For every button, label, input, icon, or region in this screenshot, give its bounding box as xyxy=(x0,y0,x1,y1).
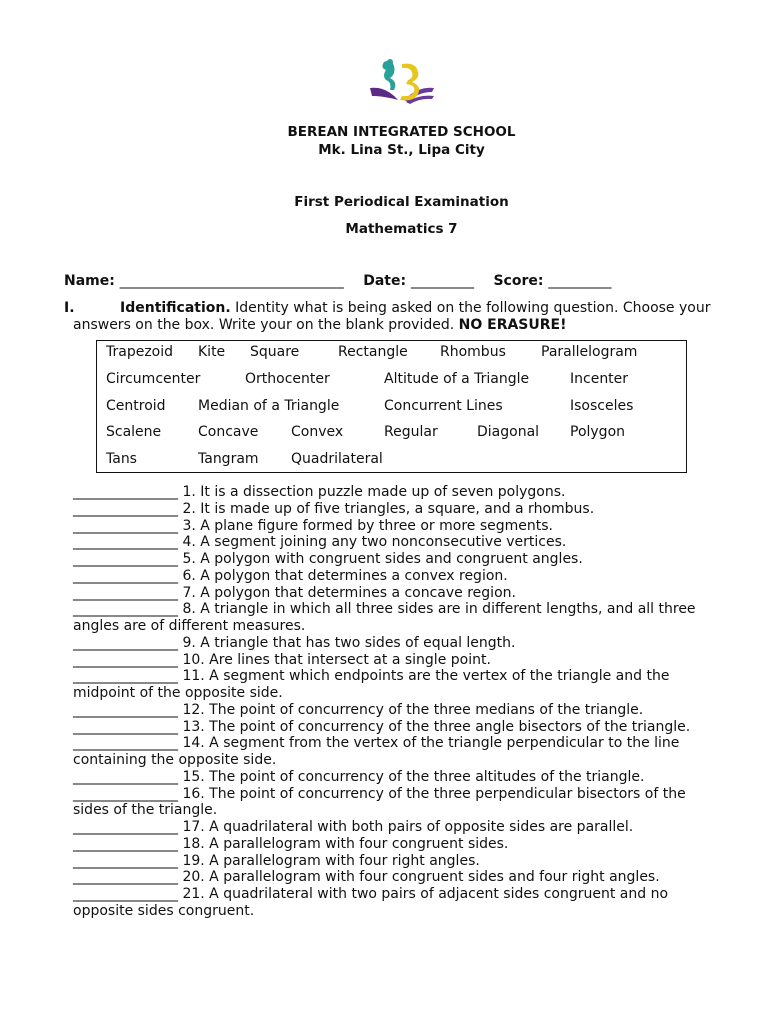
question-item: _______________ 10. Are lines that intersect at a single point. xyxy=(73,651,491,668)
question-item: _______________ 1. It is a dissection puzzle made up of seven polygons. xyxy=(73,484,566,500)
section-title: Identification. xyxy=(120,300,231,316)
choice: Concurrent Lines xyxy=(384,398,503,414)
choice: Rhombus xyxy=(440,344,506,360)
question-item: _______________ 17. A quadrilateral with both pairs of opposite sides are parallel. xyxy=(73,819,634,835)
choice: Polygon xyxy=(570,424,626,440)
choice: Circumcenter xyxy=(106,371,201,387)
question-item: _______________ 9. A triangle that has two sides of equal length. xyxy=(73,634,516,651)
choice: Regular xyxy=(384,424,438,440)
school-address: Mk. Lina St., Lipa City xyxy=(318,142,485,158)
date-blank: _________ xyxy=(410,273,474,289)
section-number: I. xyxy=(64,300,75,316)
no-erasure-note: NO ERASURE! xyxy=(458,316,567,333)
choice: Scalene xyxy=(106,424,162,440)
question-item: _______________ 18. A parallelogram with four congruent sides. xyxy=(73,835,509,852)
question-item: _______________ 6. A polygon that determines a convex region. xyxy=(73,567,508,584)
choice: Altitude of a Triangle xyxy=(384,371,530,387)
question-item: _______________ 15. The point of concurrency of the three altitudes of the triangle. xyxy=(73,768,645,785)
instruction-line-1: Identity what is being asked on the following question. Choose your xyxy=(230,300,711,316)
exam-title: First Periodical Examination xyxy=(294,194,509,210)
question-item: _______________ 14. A segment from the vertex of the triangle perpendicular to the line containing the opposite side. xyxy=(73,735,680,768)
choice: Centroid xyxy=(106,398,166,414)
name-label: Name: xyxy=(64,273,115,289)
score-label: Score: xyxy=(493,273,544,289)
question-item: _______________ 5. A polygon with congruent sides and congruent angles. xyxy=(73,551,583,567)
section-instructions xyxy=(64,300,734,333)
instruction-line-2: answers on the box. Write your on the blank provided. xyxy=(73,316,459,333)
question-item: _______________ 7. A polygon that determines a concave region. xyxy=(73,584,516,601)
question-item: _______________ 8. A triangle in which all three sides are in different lengths, and all three angles are of different measures. xyxy=(73,601,696,634)
choice: Tangram xyxy=(198,451,259,467)
question-item: _______________ 21. A quadrilateral with two pairs of adjacent sides congruent and no opposite sides congruent. xyxy=(73,886,669,919)
question-item: _______________ 4. A segment joining any two nonconsecutive vertices. xyxy=(73,534,567,551)
subject-title: Mathematics 7 xyxy=(345,221,458,237)
choice: Concave xyxy=(198,424,259,440)
choice: Kite xyxy=(198,344,226,360)
answer-choices-box xyxy=(96,340,687,473)
choice: Tans xyxy=(106,451,137,467)
choice: Trapezoid xyxy=(106,344,174,360)
student-info-line xyxy=(64,273,611,289)
choice: Square xyxy=(250,344,300,360)
choice: Median of a Triangle xyxy=(198,398,340,414)
choice: Convex xyxy=(291,424,344,440)
name-blank: ________________________________ xyxy=(119,273,344,289)
question-list xyxy=(73,484,723,920)
choice: Orthocenter xyxy=(245,371,330,387)
choice: Parallelogram xyxy=(541,344,638,360)
question-item: _______________ 20. A parallelogram with four congruent sides and four right angles. xyxy=(73,869,660,886)
question-item: _______________ 2. It is made up of five triangles, a square, and a rhombus. xyxy=(73,500,595,517)
choice: Isosceles xyxy=(570,398,634,414)
question-item: _______________ 19. A parallelogram with four right angles. xyxy=(73,852,480,869)
date-label: Date: xyxy=(363,273,407,289)
choice: Quadrilateral xyxy=(291,451,383,467)
question-item: _______________ 13. The point of concurrency of the three angle bisectors of the triangle. xyxy=(73,718,691,735)
choice: Incenter xyxy=(570,371,629,387)
school-logo-icon xyxy=(364,56,438,106)
question-item: _______________ 3. A plane figure formed by three or more segments. xyxy=(73,517,554,534)
choice: Rectangle xyxy=(338,344,408,360)
choice: Diagonal xyxy=(477,424,540,440)
question-item: _______________ 11. A segment which endpoints are the vertex of the triangle and the midpoint of the opposite side. xyxy=(73,668,670,701)
question-item: _______________ 12. The point of concurrency of the three medians of the triangle. xyxy=(73,701,644,718)
question-item: _______________ 16. The point of concurrency of the three perpendicular bisectors of the sides of the triangle. xyxy=(73,785,686,819)
score-blank: _________ xyxy=(548,273,612,289)
school-name: BEREAN INTEGRATED SCHOOL xyxy=(287,124,516,140)
